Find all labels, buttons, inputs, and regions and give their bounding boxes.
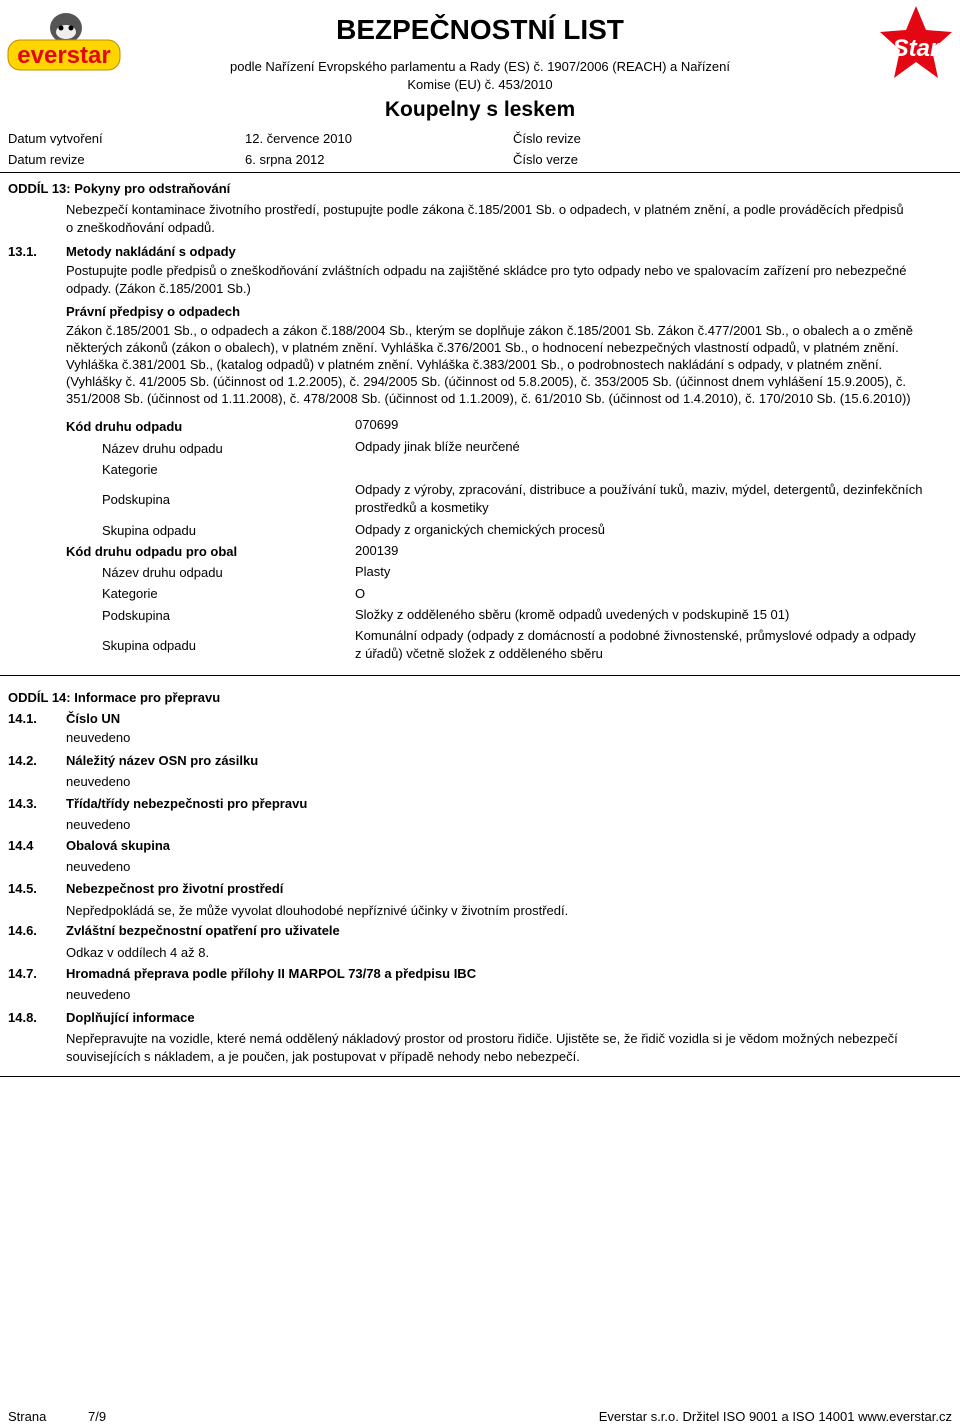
waste-code-label: Kód druhu odpadu	[66, 419, 183, 434]
transport-item-title: Náležitý název OSN pro zásilku	[66, 753, 259, 768]
svg-text:everstar: everstar	[17, 42, 111, 69]
legal-line: (Vyhlášky č. 41/2005 Sb. (účinnost od 1.2.2005), č. 294/2005 Sb. (účinnost od 5.8.2005), č. 353/2005 Sb. (účinnost dnem vyhlášení 15.9.2005), č.	[66, 374, 906, 389]
section13-intro-line1: Nebezpečí kontaminace životního prostředí, postupujte podle zákona č.185/2001 Sb. o odpadech, v platném znění, a podle prováděcích předpisů	[66, 202, 904, 217]
methods-line1: Postupujte podle předpisů o zneškodňování zvláštních odpadu na zajištěné skládce pro tyto odpady nebo ve spalovacím zařízení pro nebezpečné	[66, 263, 907, 278]
section13-heading: ODDÍL 13: Pokyny pro odstraňování	[8, 181, 231, 196]
methods-line2: odpady. (Zákon č.185/2001 Sb.)	[66, 281, 251, 296]
product-name: Koupelny s leskem	[384, 98, 576, 121]
transport-item-number: 14.7.	[8, 966, 37, 981]
pack-code-label: Kód druhu odpadu pro obal	[66, 544, 238, 559]
pack-category-value: O	[355, 586, 366, 601]
transport-item-title: Nebezpečnost pro životní prostředí	[66, 881, 284, 896]
page-number: 7/9	[88, 1409, 107, 1424]
pack-category-label: Kategorie	[102, 586, 158, 601]
created-value: 12. července 2010	[245, 131, 352, 146]
regulation-subtitle: podle Nařízení Evropského parlamentu a Rady (ES) č. 1907/2006 (REACH) a Nařízení Komise (EU) č. 453/2010	[229, 59, 731, 92]
waste-subgroup-label: Podskupina	[102, 492, 170, 507]
legal-line: Vyhláška č.381/2001 Sb., (katalog odpadů) v platném znění. Vyhláška č.383/2001 Sb., o podrobnostech nakládání s odpady, v platném znění.	[66, 357, 883, 372]
transport-item-number: 14.3.	[8, 796, 37, 811]
pack-group-value-line1: Komunální odpady (odpady z domácností a podobné živnostenské, průmyslové odpady a odpady	[355, 628, 916, 643]
transport-item-value: Nepředpokládá se, že může vyvolat dlouhodobé nepříznivé účinky v životním prostředí.	[66, 903, 569, 918]
section-divider	[0, 1076, 960, 1077]
waste-group-value: Odpady z organických chemických procesů	[355, 522, 606, 537]
section14-heading: ODDÍL 14: Informace pro přepravu	[8, 690, 221, 705]
section13-intro-line2: o zneškodňování odpadů.	[66, 220, 215, 235]
transport-item-value: neuvedeno	[66, 987, 131, 1002]
legal-line: některých zákonů (zákon o obalech), v platném znění. Vyhláška č.376/2001 Sb., o hodnocení nebezpečných vlastností odpadů, v platném znění.	[66, 340, 899, 355]
waste-subgroup-value-line1: Odpady z výroby, zpracování, distribuce a používání tuků, maziv, mýdel, detergentů, dezinfekčních	[355, 482, 923, 497]
transport-item-title: Hromadná přeprava podle přílohy II MARPOL 73/78 a předpisu IBC	[66, 966, 477, 981]
additional-info-line1: Nepřepravujte na vozidle, které nemá oddělený nákladový prostor od prostoru řidiče. Ujistěte se, že řidič vozidla si je vědom možných nebezpečí	[66, 1031, 898, 1046]
page-label: Strana	[8, 1409, 47, 1424]
transport-item-title: Doplňující informace	[66, 1010, 195, 1025]
transport-item-title: Zvláštní bezpečnostní opatření pro uživatele	[66, 923, 340, 938]
transport-item-title: Číslo UN	[66, 711, 121, 726]
transport-item-number: 14.2.	[8, 753, 37, 768]
pack-name-value: Plasty	[355, 564, 391, 579]
company-footer: Everstar s.r.o. Držitel ISO 9001 a ISO 14001 www.everstar.cz	[598, 1409, 952, 1424]
legal-text	[66, 322, 956, 407]
revision-number-label: Číslo revize	[513, 131, 581, 146]
waste-name-label: Název druhu odpadu	[102, 441, 223, 456]
created-label: Datum vytvoření	[8, 131, 103, 146]
pack-group-label: Skupina odpadu	[102, 638, 196, 653]
transport-item-number: 14.1.	[8, 711, 37, 726]
transport-item-title: Třída/třídy nebezpečnosti pro přepravu	[66, 796, 308, 811]
document-title: BEZPEČNOSTNÍ LIST	[336, 14, 624, 45]
pack-group-value-line2: z úřadů) včetně složek z odděleného sběru	[355, 646, 603, 661]
waste-name-value: Odpady jinak blíže neurčené	[355, 439, 520, 454]
legal-heading: Právní předpisy o odpadech	[66, 304, 241, 319]
legal-line: Zákon č.185/2001 Sb., o odpadech a zákon č.188/2004 Sb., kterým se doplňuje zákon č.185/2001 Sb. Zákon č.477/2001 Sb., o obalech a o změně	[66, 323, 914, 338]
svg-text:Star: Star	[892, 35, 940, 62]
transport-item-number: 14.4	[8, 838, 34, 853]
transport-item-number: 14.5.	[8, 881, 37, 896]
pack-name-label: Název druhu odpadu	[102, 565, 223, 580]
transport-item-value: neuvedeno	[66, 859, 131, 874]
pack-code-value: 200139	[355, 543, 399, 558]
transport-item-value: neuvedeno	[66, 730, 131, 745]
pack-subgroup-label: Podskupina	[102, 608, 170, 623]
transport-item-value: Odkaz v oddílech 4 až 8.	[66, 945, 210, 960]
subsection-number: 13.1.	[8, 244, 37, 259]
waste-subgroup-value-line2: prostředků a kosmetiky	[355, 500, 489, 515]
pack-subgroup-value: Složky z odděleného sběru (kromě odpadů uvedených v podskupině 15 01)	[355, 607, 790, 622]
waste-category-label: Kategorie	[102, 462, 158, 477]
waste-group-label: Skupina odpadu	[102, 523, 196, 538]
additional-info-line2: souvisejících s nákladem, a je poučen, jak postupovat v případě nehody nebo nebezpečí.	[66, 1049, 580, 1064]
version-label: Číslo verze	[513, 152, 579, 167]
revision-date-label: Datum revize	[8, 152, 85, 167]
legal-line: 351/2008 Sb. (účinnost od 1.11.2008), č. 478/2008 Sb. (účinnost od 1.1.2009), č. 61/2010 Sb. (účinnost od 1.4.2010), č. 170/2010 Sb. (15.6.2010))	[66, 391, 911, 406]
transport-item-number: 14.6.	[8, 923, 37, 938]
header-divider	[0, 172, 960, 173]
subsection-title: Metody nakládání s odpady	[66, 244, 236, 259]
transport-item-title: Obalová skupina	[66, 838, 171, 853]
transport-item-number: 14.8.	[8, 1010, 37, 1025]
waste-code-value: 070699	[355, 417, 399, 432]
section-divider	[0, 675, 960, 676]
revision-date-value: 6. srpna 2012	[245, 152, 325, 167]
transport-item-value: neuvedeno	[66, 774, 131, 789]
transport-item-value: neuvedeno	[66, 817, 131, 832]
